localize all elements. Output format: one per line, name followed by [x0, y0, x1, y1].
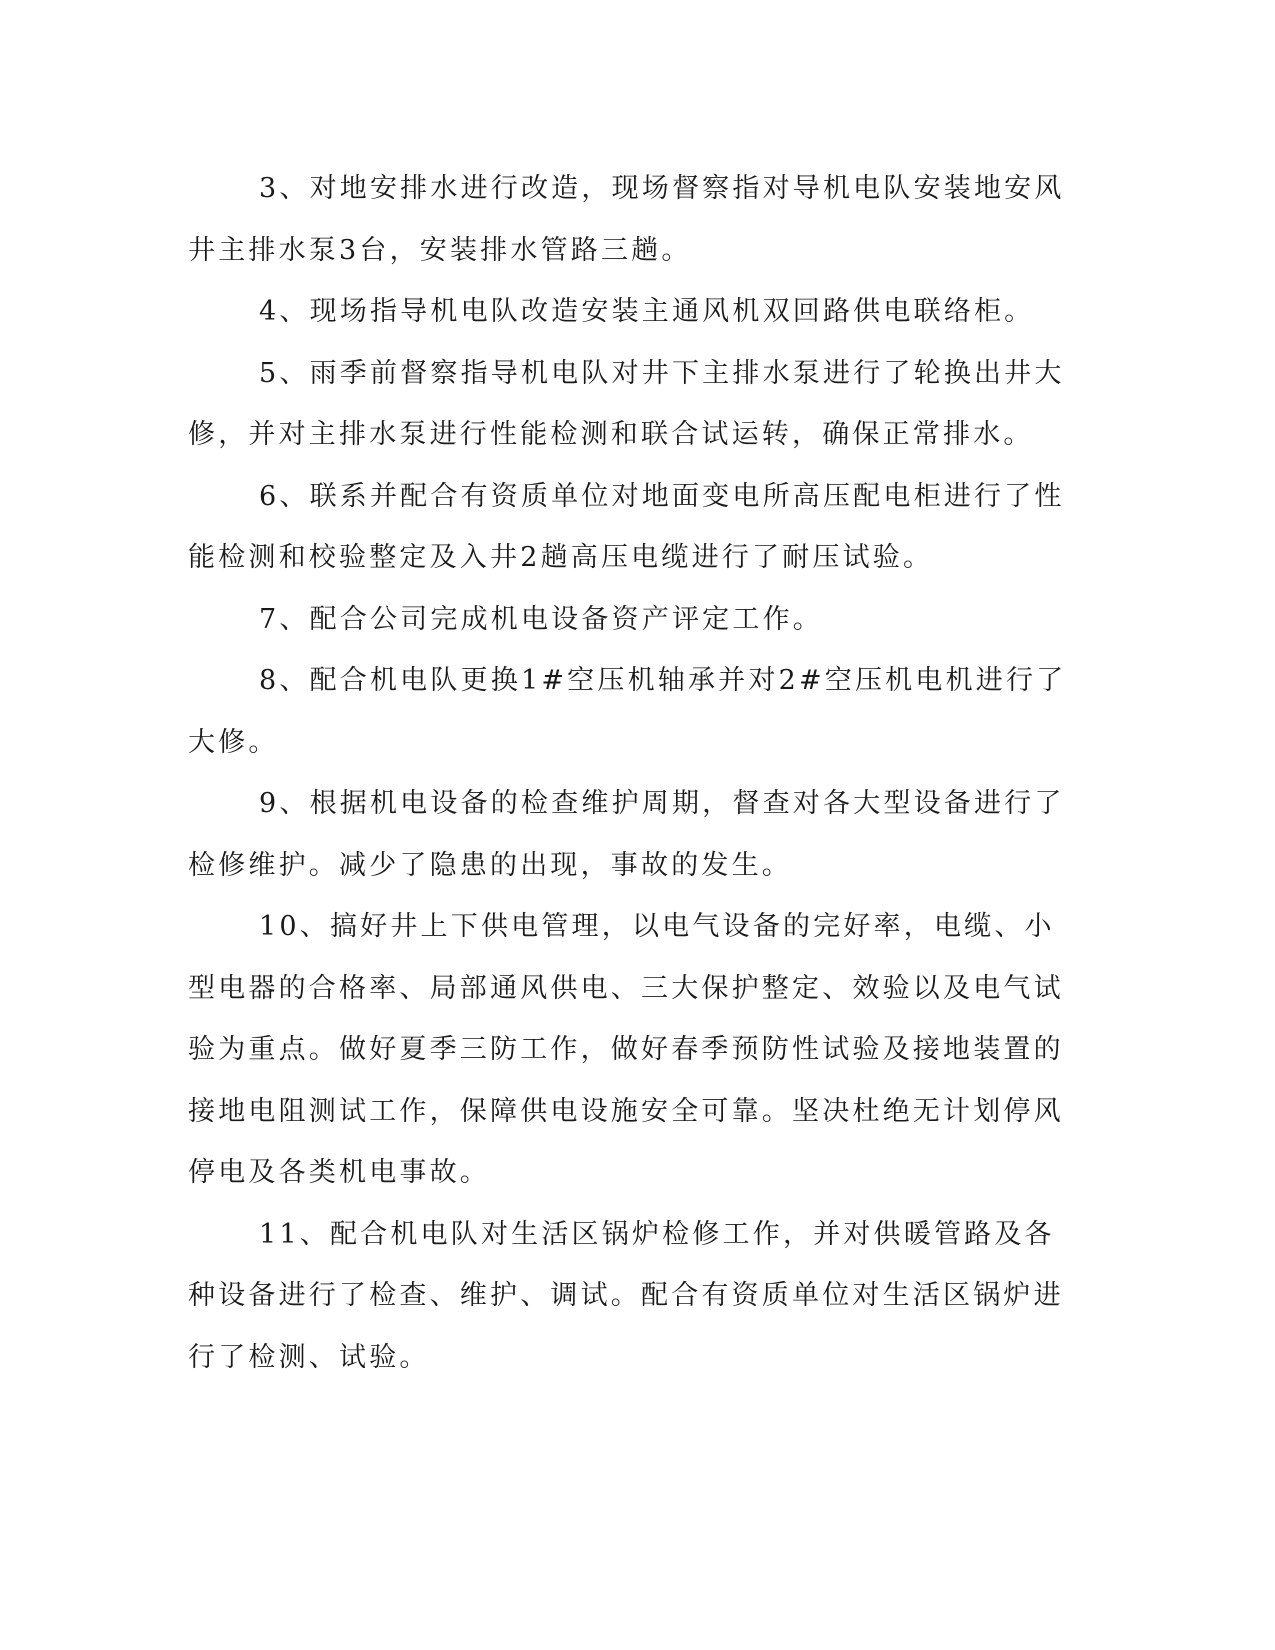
paragraph-item-11: 11、配合机电队对生活区锅炉检修工作，并对供暖管路及各种设备进行了检查、维护、调试。配合有资质单位对生活区锅炉进行了检测、试验。	[188, 1218, 1064, 1373]
paragraph-item-3: 3、对地安排水进行改造，现场督察指对导机电队安装地安风井主排水泵3台，安装排水管路三趟。	[188, 173, 1065, 266]
document-body	[188, 158, 1068, 1388]
paragraph-item-10: 10、搞好井上下供电管理，以电气设备的完好率，电缆、小型电器的合格率、局部通风供电、三大保护整定、效验以及电气试验为重点。做好夏季三防工作，做好春季预防性试验及接地装置的接地电阻测试工作，保障供电设施安全可靠。坚决杜绝无计划停风停电及各类机电事故。	[188, 911, 1064, 1188]
paragraph-item-6: 6、联系并配合有资质单位对地面变电所高压配电柜进行了性能检测和校验整定及入井2趟高压电缆进行了耐压试验。	[188, 480, 1065, 573]
paragraph-item-4: 4、现场指导机电队改造安装主通风机双回路供电联络柜。	[259, 296, 1035, 327]
paragraph-item-7: 7、配合公司完成机电设备资产评定工作。	[259, 603, 823, 635]
paragraph-item-8: 8、配合机电队更换1#空压机轴承并对2#空压机电机进行了大修。	[188, 665, 1067, 758]
paragraph-item-9: 9、根据机电设备的检查维护周期，督查对各大型设备进行了检修维护。减少了隐患的出现，事故的发生。	[188, 788, 1065, 881]
paragraph-item-5: 5、雨季前督察指导机电队对井下主排水泵进行了轮换出井大修，并对主排水泵进行性能检测和联合试运转，确保正常排水。	[188, 357, 1065, 450]
